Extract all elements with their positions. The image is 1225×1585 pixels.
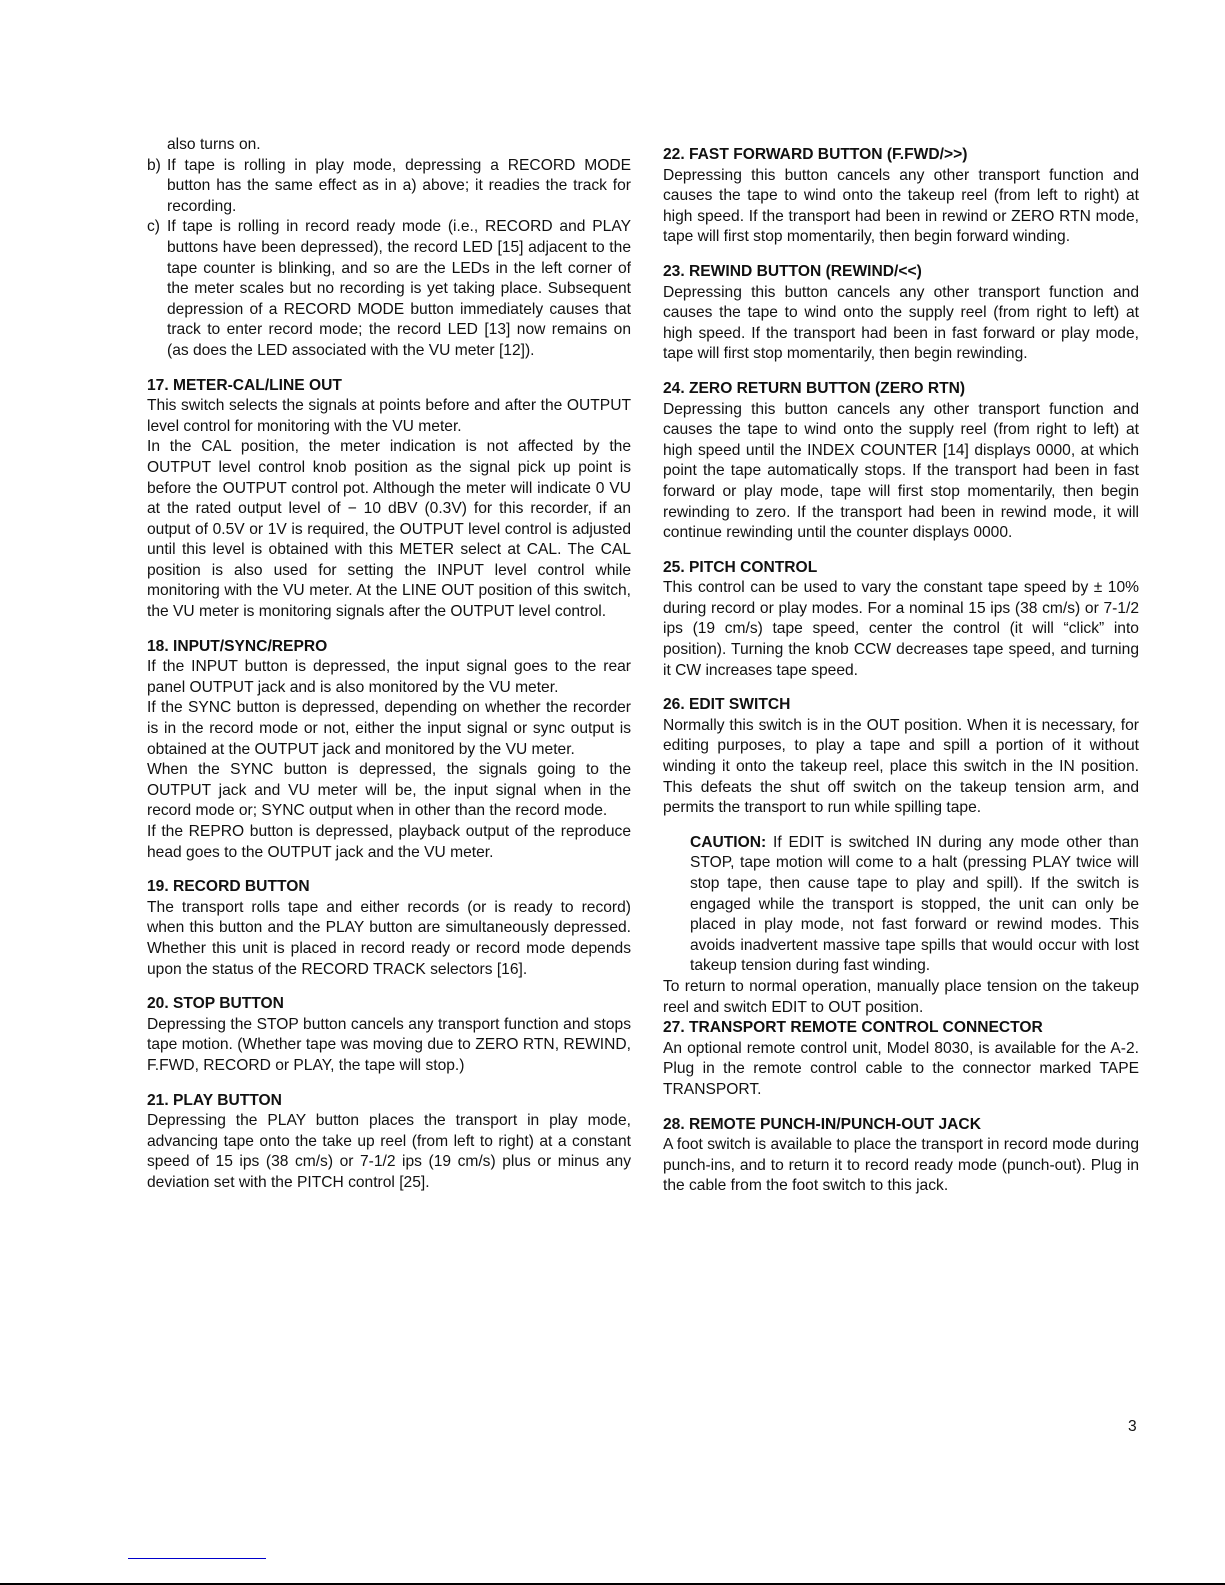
paragraph: A foot switch is available to place the transport in record mode during punch-ins, and to return it to record ready mode (punch-out). Plug in the cable from the foot switch to this jack.	[663, 1136, 1139, 1195]
paragraph: If the REPRO button is depressed, playback output of the reproduce head goes to the OUTPUT jack and the VU meter.	[147, 823, 631, 861]
section-heading: 27. TRANSPORT REMOTE CONTROL CONNECTOR	[663, 1019, 1043, 1037]
section-heading: 25. PITCH CONTROL	[663, 558, 818, 576]
paragraph: An optional remote control unit, Model 8030, is available for the A-2. Plug in the remote control cable to the connector marked TAPE TRANSPORT.	[663, 1039, 1139, 1098]
section	[147, 637, 631, 864]
paragraph: This switch selects the signals at points before and after the OUTPUT level control for monitoring with the VU meter.	[147, 397, 631, 435]
section-heading: 20. STOP BUTTON	[147, 995, 284, 1013]
paragraph: Depressing the STOP button cancels any transport function and stops tape motion. (Whether tape was moving due to ZERO RTN, REWIND, F.FWD, RECORD or PLAY, the tape will stop.)	[147, 1015, 631, 1074]
paragraph: This control can be used to vary the constant tape speed by ± 10% during record or play modes. For a nominal 15 ips (38 cm/s) or 7-1/2 ips (19 cm/s) tape speed, center the control (it will “click” into position). Turning the knob CCW decreases tape speed, and turning it CW increases tape speed.	[663, 579, 1139, 679]
section	[147, 877, 631, 980]
section-heading: 22. FAST FORWARD BUTTON (F.FWD/>>)	[663, 146, 968, 163]
page-number: 3	[1128, 1418, 1137, 1435]
paragraph: If the SYNC button is depressed, depending on whether the recorder is in the record mode or not, either the input signal or sync output is obtained at the OUTPUT jack and monitored by the VU meter.	[147, 699, 631, 758]
right-column	[663, 135, 1139, 1197]
paragraph: Depressing this button cancels any other transport function and causes the tape to wind onto the takeup reel (from left to right) at high speed. If the transport had been in rewind or ZERO RTN mode, tape will first stop momentarily, then begin forward winding.	[663, 166, 1139, 246]
section	[663, 558, 1139, 682]
paragraph: In the CAL position, the meter indication is not affected by the OUTPUT level control knob position as the signal pick up point is before the OUTPUT control pot. Although the meter will indicate 0 VU at the rated output level of − 10 dBV (0.3V) for this recorder, if an output of 0.5V or 1V is required, the OUTPUT level control is adjusted until this level is obtained with this METER select at CAL. The CAL position is also used for setting the INPUT level control while monitoring with the VU meter. At the LINE OUT position of this switch, the VU meter is monitoring signals after the OUTPUT level control.	[147, 438, 631, 621]
section	[147, 994, 631, 1076]
section-heading: 28. REMOTE PUNCH-IN/PUNCH-OUT JACK	[663, 1115, 981, 1133]
after-caution-text: To return to normal operation, manually place tension on the takeup reel and switch EDIT to OUT position.	[663, 977, 1139, 1016]
paragraph: The transport rolls tape and either records (or is ready to record) when this button and the PLAY button are simultaneously depressed. Whether this unit is placed in record ready or record mode depends upon the status of the RECORD TRACK selectors [16].	[147, 898, 631, 978]
section-heading: 18. INPUT/SYNC/REPRO	[147, 637, 328, 655]
section-heading: 21. PLAY BUTTON	[147, 1091, 282, 1109]
paragraph: Normally this switch is in the OUT position. When it is necessary, for editing purposes, to play a tape and spill a portion of it without winding it onto the takeup reel, place this switch in the IN position. This defeats the shut off switch on the takeup tension arm, and permits the transport to run while spilling tape.	[663, 716, 1139, 817]
section	[663, 695, 1139, 819]
section	[663, 1115, 1139, 1197]
section	[663, 1018, 1139, 1100]
caution-label: CAUTION:	[690, 833, 767, 851]
section-heading: 19. RECORD BUTTON	[147, 878, 310, 896]
section-heading: 26. EDIT SWITCH	[663, 696, 791, 714]
section	[147, 376, 631, 623]
left-column	[147, 135, 631, 1194]
caution-note: CAUTION: If EDIT is switched IN during any mode other than STOP, tape motion will come to a halt (pressing PLAY twice will stop tape, then cause tape to play and spill). If the switch is engaged while the transport is stopped, the unit can only be placed in play mode, not fast forward or rewind modes. This avoids inadvertent massive tape spills that would occur with lost takeup tension during fast winding.	[690, 833, 1139, 975]
paragraph: If the INPUT button is depressed, the input signal goes to the rear panel OUTPUT jack and is also monitored by the VU meter.	[147, 658, 631, 696]
intro-text: also turns on.	[167, 136, 261, 153]
paragraph: Depressing this button cancels any other transport function and causes the tape to wind onto the supply reel (from right to left) at high speed until the INDEX COUNTER [14] displays 0000, at which point the tape automatically stops. If the transport had been in fast forward or play mode, tape will first stop momentarily, then begin rewinding to zero. If the transport had been in rewind mode, it will continue rewinding until the counter displays 0000.	[663, 400, 1139, 542]
section	[663, 262, 1139, 365]
section	[147, 1091, 631, 1194]
section	[663, 145, 1139, 248]
section-heading: 23. REWIND BUTTON (REWIND/<<)	[663, 262, 922, 280]
section-heading: 17. METER-CAL/LINE OUT	[147, 376, 342, 394]
list-item: c) If tape is rolling in record ready mode (i.e., RECORD and PLAY buttons have been depressed), the record LED [15] adjacent to the tape counter is blinking, and so are the LEDs in the left corner of the meter scales but no recording is yet taking place. Subsequent depression of a RECORD MODE button immediately causes that track to enter record mode; the record LED [13] now remains on (as does the LED associated with the VU meter [12]).	[147, 218, 631, 359]
paragraph: Depressing the PLAY button places the transport in play mode, advancing tape onto the take up reel (from left to right) at a constant speed of 15 ips (38 cm/s) or 7-1/2 ips (19 cm/s) plus or minus any deviation set with the PITCH control [25].	[147, 1112, 631, 1191]
paragraph: Depressing this button cancels any other transport function and causes the tape to wind onto the supply reel (from right to left) at high speed. If the transport had been in fast forward or play mode, tape will first stop momentarily, then begin rewinding.	[663, 283, 1139, 363]
section	[663, 379, 1139, 544]
section-heading: 24. ZERO RETURN BUTTON (ZERO RTN)	[663, 379, 966, 397]
list-item: b) If tape is rolling in play mode, depressing a RECORD MODE button has the same effect as in a) above; it readies the track for recording.	[147, 156, 631, 215]
paragraph: When the SYNC button is depressed, the signals going to the OUTPUT jack and VU meter will be, the input signal when in the record mode or; SYNC output when in other than the record mode.	[147, 761, 631, 820]
link-underline	[128, 1558, 266, 1559]
